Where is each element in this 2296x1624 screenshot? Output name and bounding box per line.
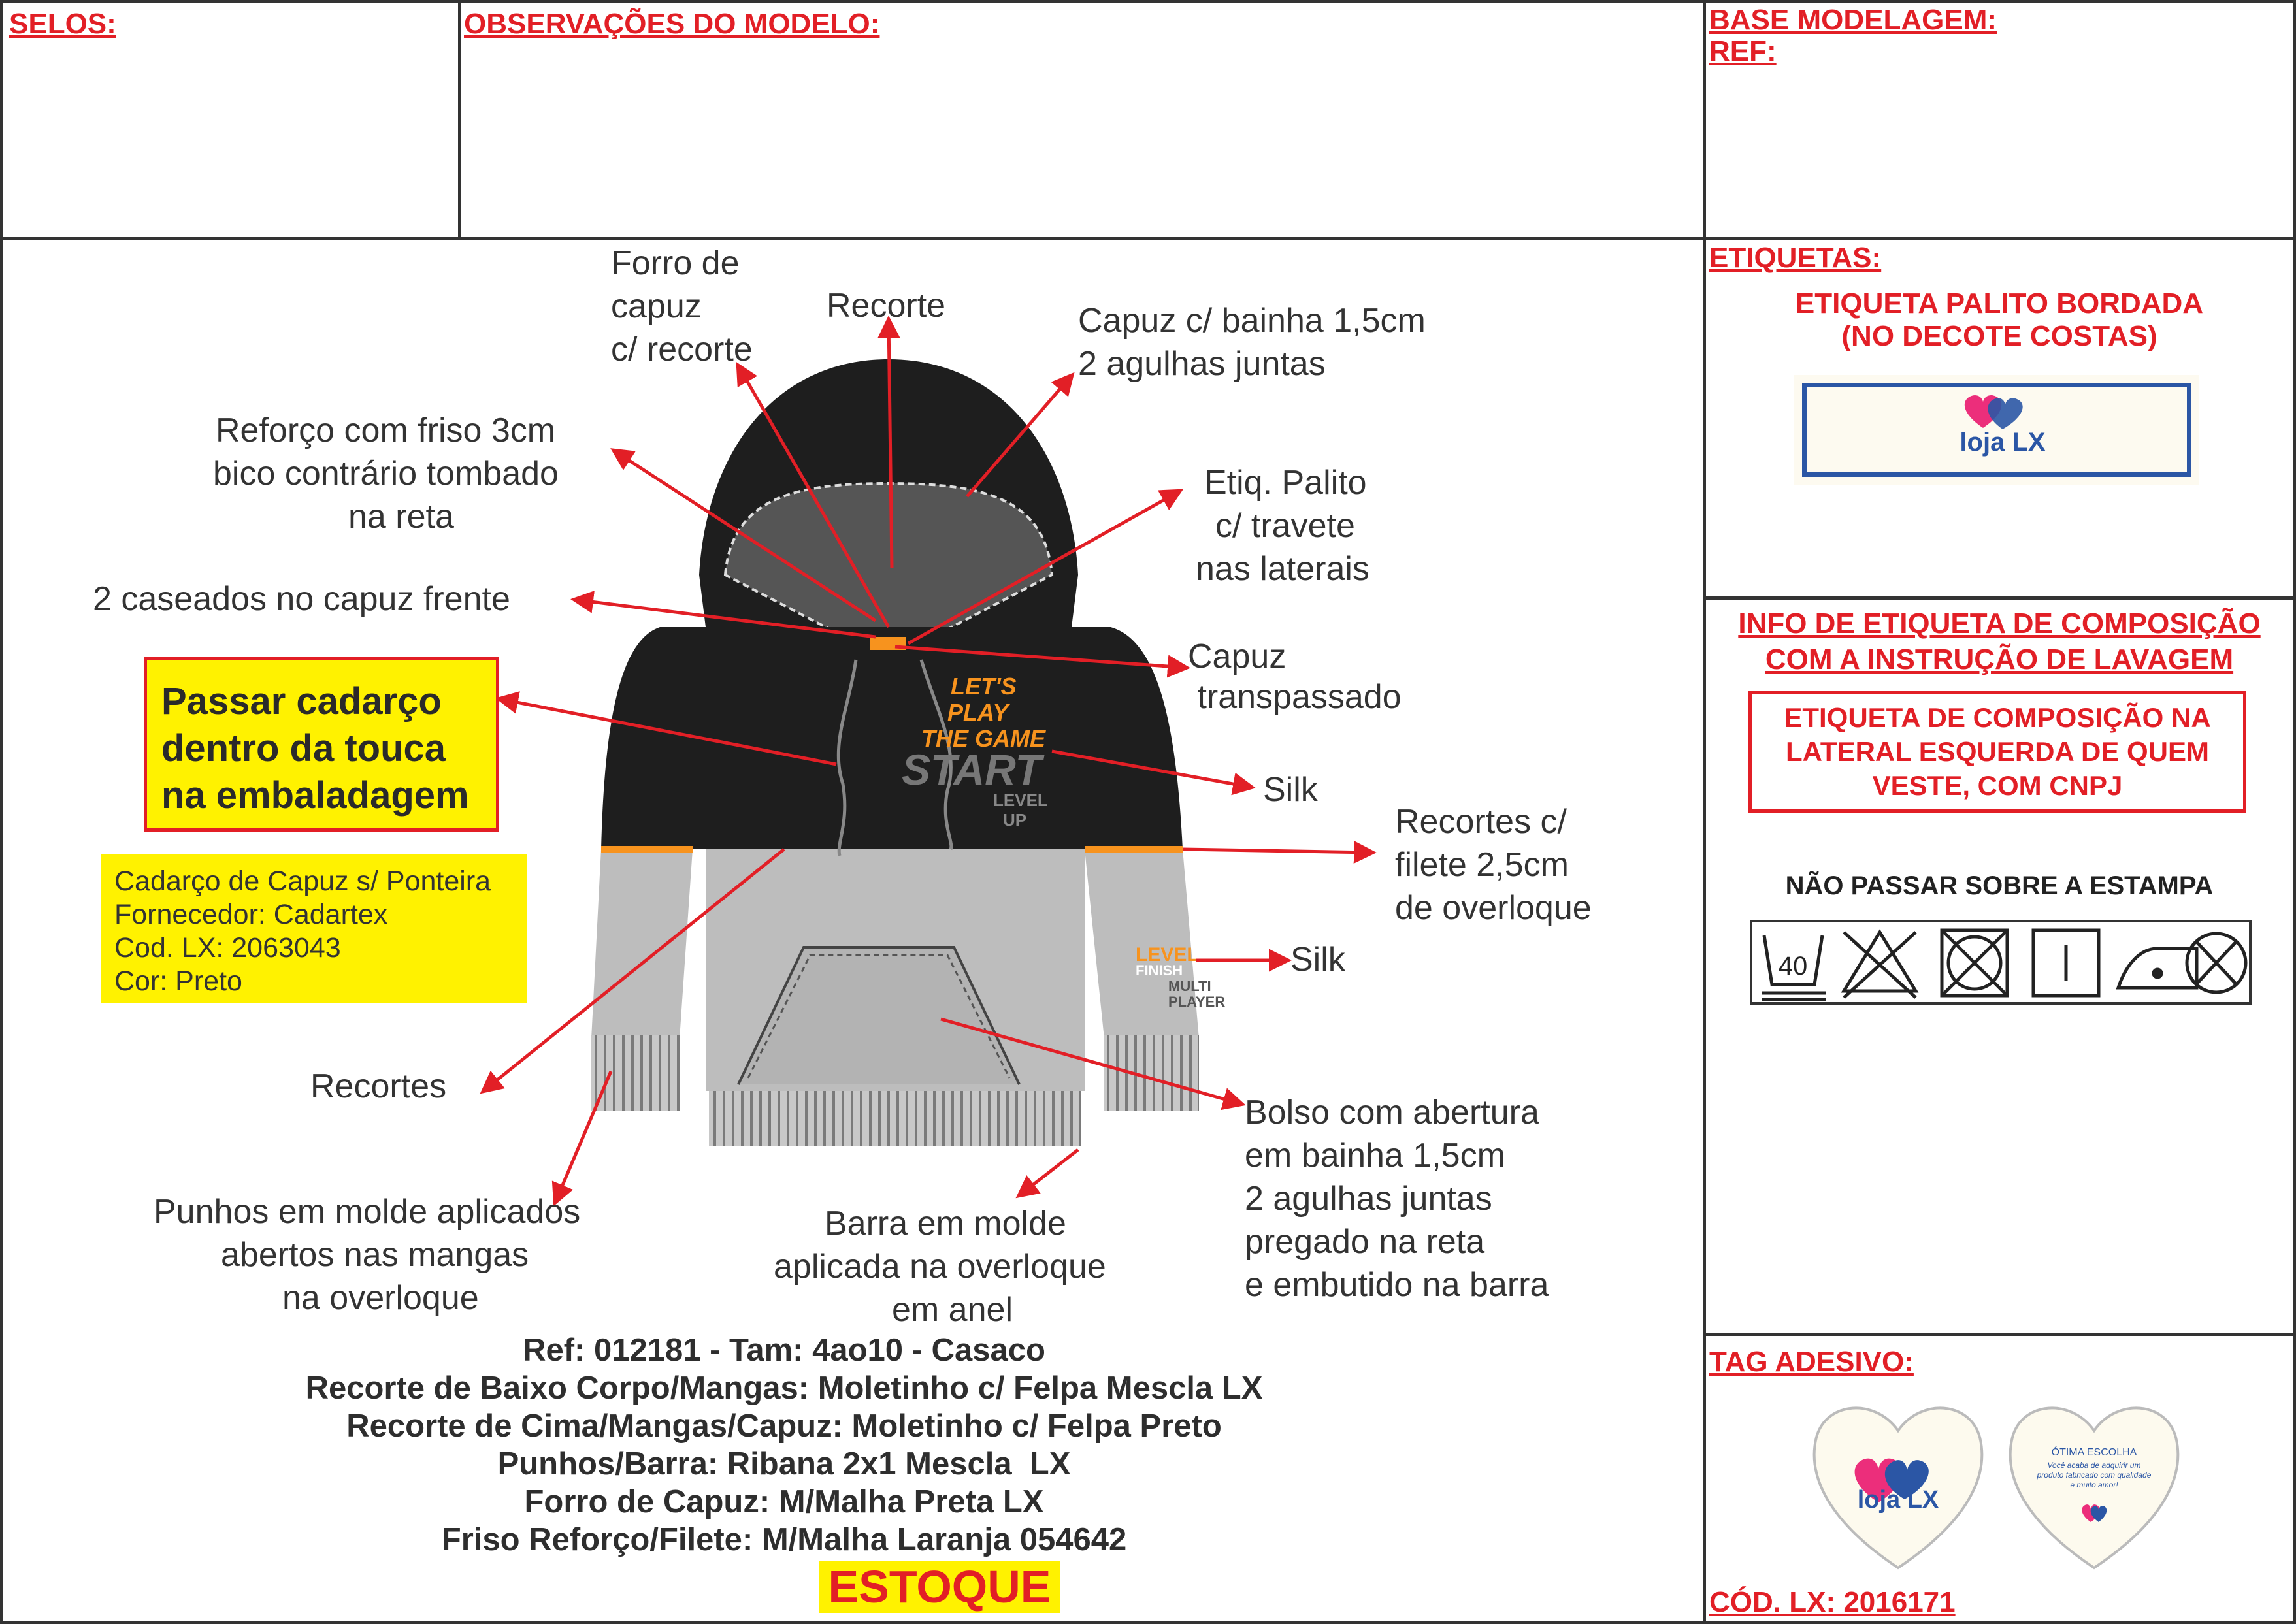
- cadarco-info-3: Cod. LX: 2063043: [114, 932, 341, 964]
- passar-cadarco-line-1: Passar cadarço: [161, 680, 442, 723]
- tag-adesivo-label: TAG ADESIVO:: [1709, 1346, 1914, 1378]
- ann-barra-2: aplicada na overloque: [774, 1248, 1106, 1286]
- arrow-capuz-bainha: [967, 376, 1072, 496]
- line-dry-icon: [2033, 930, 2099, 996]
- arrow-recorte: [889, 320, 892, 568]
- heart-tag-logo-text: loja LX: [1857, 1486, 1939, 1514]
- passar-cadarco-line-2: dentro da touca: [161, 727, 446, 770]
- print-the-game: THE GAME: [921, 725, 1046, 752]
- cadarco-info-box: [101, 854, 527, 1003]
- ann-bolso-3: 2 agulhas juntas: [1245, 1180, 1492, 1218]
- ann-punhos-3: na overloque: [282, 1279, 479, 1317]
- ann-barra-3: em anel: [892, 1291, 1013, 1329]
- arrow-recortes-filete: [1183, 849, 1372, 853]
- sleeve-print-level: LEVEL: [1136, 944, 1199, 966]
- loja-lx-logo-text: loja LX: [1960, 428, 2046, 457]
- estoque-label: ESTOQUE: [819, 1561, 1060, 1613]
- spec-recorte-cima: Recorte de Cima/Mangas/Capuz: Moletinho c/ Felpa Preto: [346, 1408, 1222, 1444]
- ann-bolso-5: e embutido na barra: [1245, 1266, 1549, 1304]
- no-bleach-icon: [1844, 932, 1916, 998]
- ann-capuz-transp-2: transpassado: [1188, 678, 1402, 716]
- arrow-bolso: [941, 1019, 1241, 1104]
- print-level: LEVEL: [993, 790, 1048, 810]
- ann-reforco-1: Reforço com friso 3cm: [216, 412, 556, 449]
- iron-icon: [2118, 949, 2197, 988]
- etiqueta-palito-label: [1794, 375, 2199, 485]
- ann-etiq-palito-1: Etiq. Palito: [1204, 464, 1367, 502]
- ann-bolso-4: pregado na reta: [1245, 1223, 1485, 1261]
- ann-etiq-palito-3: nas laterais: [1196, 550, 1369, 588]
- spec-ref: Ref: 012181 - Tam: 4ao10 - Casaco: [523, 1333, 1045, 1368]
- passar-cadarco-line-3: na embaladagem: [161, 774, 469, 817]
- ann-capuz-transp-1: Capuz: [1188, 638, 1287, 675]
- print-up: UP: [1003, 810, 1027, 830]
- ann-bolso-2: em bainha 1,5cm: [1245, 1137, 1505, 1175]
- etiquetas-label: ETIQUETAS:: [1709, 242, 1882, 274]
- etiqueta-line2: (NO DECOTE COSTAS): [1841, 320, 2157, 352]
- heart-tag-back-text: Você acaba de adquirir um produto fabricado com qualidade e muito amor!: [2037, 1461, 2152, 1489]
- arrow-caseados: [575, 600, 876, 637]
- composicao-box-red: [1748, 691, 2246, 813]
- base-modelagem-label: BASE MODELAGEM:: [1709, 4, 1997, 36]
- arrow-punhos: [555, 1071, 611, 1202]
- ann-recorte: Recorte: [827, 287, 946, 325]
- etiqueta-line1: ETIQUETA PALITO BORDADA: [1795, 287, 2204, 319]
- selos-label: SELOS:: [9, 8, 116, 40]
- ann-capuz-bainha-2: 2 agulhas juntas: [1078, 345, 1326, 383]
- ann-forro-1: Forro de: [611, 244, 740, 282]
- no-tumble-dry-icon: [1942, 930, 2007, 996]
- print-lets: LET'S: [951, 673, 1017, 700]
- ann-forro-3: c/ recorte: [611, 331, 753, 368]
- ann-etiq-palito-2: c/ travete: [1215, 507, 1355, 545]
- ann-reforco-2: bico contrário tombado: [213, 455, 559, 493]
- print-start: START: [902, 745, 1041, 794]
- ann-forro-2: capuz: [611, 287, 702, 325]
- print-play: PLAY: [947, 699, 1009, 726]
- arrow-silk1: [1052, 751, 1251, 787]
- ann-recortes-filete-1: Recortes c/: [1395, 803, 1567, 841]
- cadarco-info-1: Cadarço de Capuz s/ Ponteira: [114, 866, 491, 897]
- ann-recortes-filete-3: de overloque: [1395, 889, 1592, 927]
- spec-friso: Friso Reforço/Filete: M/Malha Laranja 054642: [441, 1522, 1127, 1557]
- ann-punhos-2: abertos nas mangas: [221, 1236, 529, 1274]
- ann-recortes-filete-2: filete 2,5cm: [1395, 846, 1569, 884]
- sleeve-print-player: PLAYER: [1168, 994, 1226, 1010]
- wash-temp-text: 40: [1778, 952, 1808, 981]
- observacoes-label: OBSERVAÇÕES DO MODELO:: [464, 8, 880, 40]
- ann-reforco-3: na reta: [348, 498, 454, 536]
- spec-forro: Forro de Capuz: M/Malha Preta LX: [524, 1484, 1044, 1519]
- arrow-etiq-palito: [908, 491, 1179, 643]
- ann-barra-1: Barra em molde: [825, 1205, 1066, 1242]
- arrow-forro: [738, 366, 889, 627]
- heart-tag-back-title: ÓTIMA ESCOLHA: [2051, 1447, 2137, 1458]
- cadarco-info-4: Cor: Preto: [114, 966, 242, 997]
- ref-label: REF:: [1709, 35, 1777, 67]
- ann-silk-2: Silk: [1290, 941, 1345, 979]
- passar-cadarco-box: [144, 657, 499, 832]
- wash-symbols: [1750, 920, 2252, 1005]
- nao-passar-label: NÃO PASSAR SOBRE A ESTAMPA: [1785, 871, 2214, 900]
- arrow-barra: [1019, 1150, 1078, 1195]
- spec-recorte-baixo: Recorte de Baixo Corpo/Mangas: Moletinho c/ Felpa Mescla LX: [305, 1371, 1263, 1406]
- ann-bolso-1: Bolso com abertura: [1245, 1094, 1539, 1131]
- composicao-text-2: LATERAL ESQUERDA DE QUEM: [1786, 736, 2209, 767]
- arrow-capuz-transp: [895, 647, 1186, 668]
- cadarco-info-2: Fornecedor: Cadartex: [114, 899, 388, 930]
- composicao-text-3: VESTE, COM CNPJ: [1872, 770, 2123, 801]
- ann-recortes: Recortes: [310, 1067, 447, 1105]
- composicao-title-2: COM A INSTRUÇÃO DE LAVAGEM: [1765, 643, 2234, 675]
- arrow-passar: [500, 699, 836, 764]
- spec-punhos: Punhos/Barra: Ribana 2x1 Mescla LX: [497, 1446, 1071, 1482]
- ann-capuz-bainha-1: Capuz c/ bainha 1,5cm: [1078, 302, 1426, 340]
- ann-caseados: 2 caseados no capuz frente: [93, 580, 510, 618]
- sleeve-print-multi: MULTI: [1168, 978, 1211, 994]
- composicao-text-1: ETIQUETA DE COMPOSIÇÃO NA: [1784, 702, 2211, 733]
- sleeve-print-finish: FINISH: [1136, 962, 1183, 979]
- arrow-recortes: [484, 849, 784, 1091]
- cod-lx-label: CÓD. LX: 2016171: [1709, 1586, 1956, 1618]
- ann-silk-1: Silk: [1263, 771, 1318, 809]
- composicao-title-1: INFO DE ETIQUETA DE COMPOSIÇÃO: [1738, 608, 2261, 640]
- heart-tag-front: [1803, 1391, 1993, 1574]
- ann-punhos-1: Punhos em molde aplicados: [154, 1193, 581, 1231]
